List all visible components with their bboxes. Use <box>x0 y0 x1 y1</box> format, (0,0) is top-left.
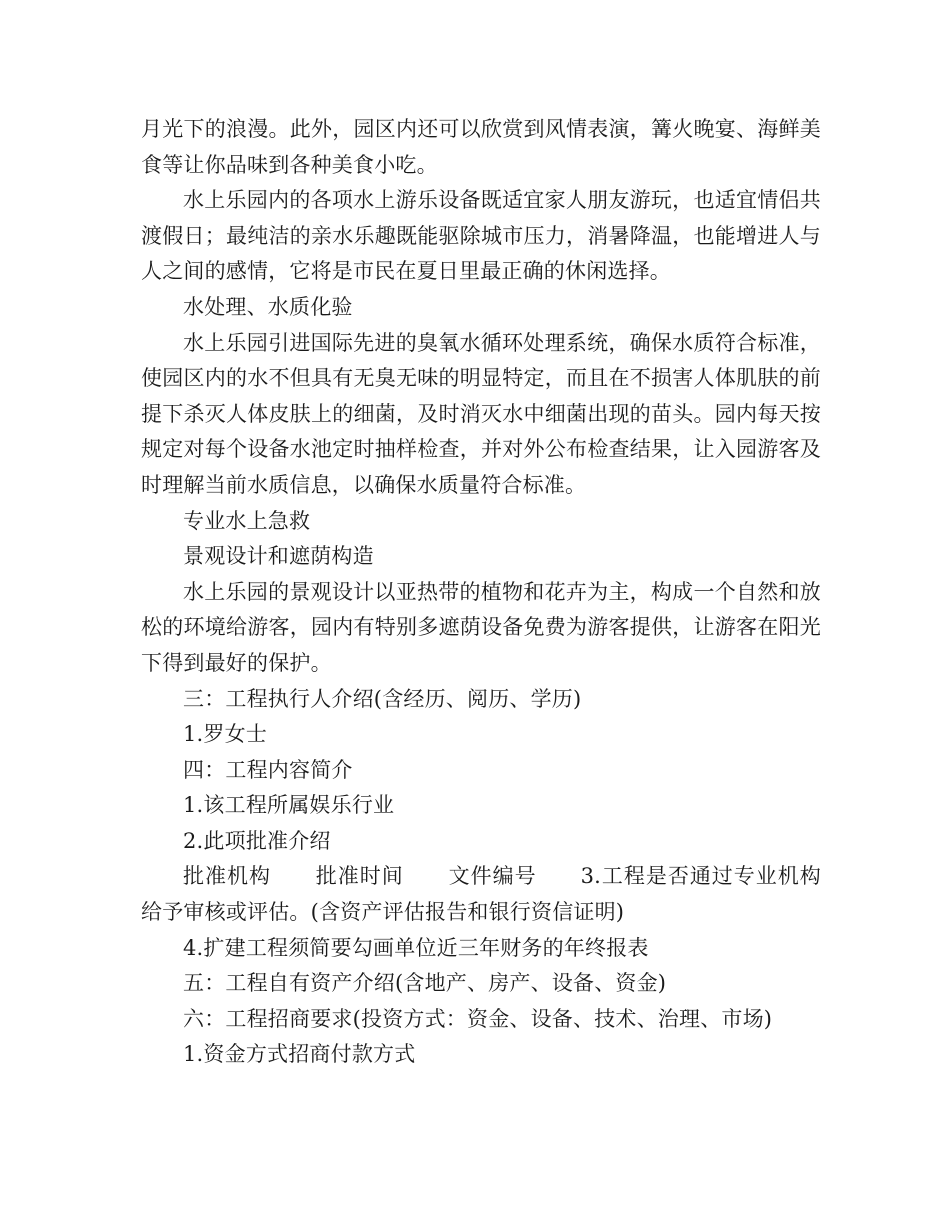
list-item-funding-method: 1.资金方式招商付款方式 <box>183 1042 416 1067</box>
approval-org-label: 批准机构 <box>183 864 271 889</box>
list-item-industry: 1.该工程所属娱乐行业 <box>183 793 395 818</box>
list-item-financial-report: 4.扩建工程须简要勾画单位近三年财务的年终报表 <box>183 935 649 960</box>
heading-section-four: 四：工程内容简介 <box>183 757 353 782</box>
paragraph-approval-line <box>141 859 821 930</box>
paragraph-intro-continued: 月光下的浪漫。此外，园区内还可以欣赏到风情表演，篝火晚宴、海鲜美食等让你品味到各种美食小吃。 <box>141 117 821 177</box>
approval-line-rest: 3.工程是否通过专业机构给予审核或评估。(含资产评估报告和银行资信证明) <box>141 864 821 925</box>
approval-time-label: 批准时间 <box>315 864 404 889</box>
heading-water-rescue: 专业水上急救 <box>183 508 311 533</box>
heading-landscape-design: 景观设计和遮荫构造 <box>183 544 374 569</box>
list-item-approval: 2.此项批准介绍 <box>183 828 331 853</box>
paragraph-landscape-design: 水上乐园的景观设计以亚热带的植物和花卉为主，构成一个自然和放松的环境给游客，园内有特别多遮荫设备免费为游客提供，让游客在阳光下得到最好的保护。 <box>141 579 821 675</box>
paragraph-water-treatment: 水上乐园引进国际先进的臭氧水循环处理系统，确保水质符合标准，使园区内的水不但具有无臭无味的明显特定，而且在不损害人体肌肤的前提下杀灭人体皮肤上的细菌，及时消灭水中细菌出现的苗头。园内每天按规定对每个设备水池定时抽样检查，并对外公布检查结果，让入园游客及时理解当前水质信息，以确保水质量符合标准。 <box>141 330 821 497</box>
paragraph-water-rides: 水上乐园内的各项水上游乐设备既适宜家人朋友游玩，也适宜情侣共渡假日；最纯洁的亲水乐趣既能驱除城市压力，消暑降温，也能增进人与人之间的感情，它将是市民在夏日里最正确的休闲选择。 <box>141 188 821 284</box>
heading-section-six: 六：工程招商要求(投资方式：资金、设备、技术、治理、市场) <box>183 1006 773 1031</box>
list-item-executor: 1.罗女士 <box>183 722 268 747</box>
heading-section-three: 三：工程执行人介绍(含经历、阅历、学历) <box>183 686 582 711</box>
document-body <box>141 112 821 1073</box>
document-number-label: 文件编号 <box>447 864 537 889</box>
heading-section-five: 五：工程自有资产介绍(含地产、房产、设备、资金) <box>183 971 667 996</box>
heading-water-treatment: 水处理、水质化验 <box>183 294 353 319</box>
